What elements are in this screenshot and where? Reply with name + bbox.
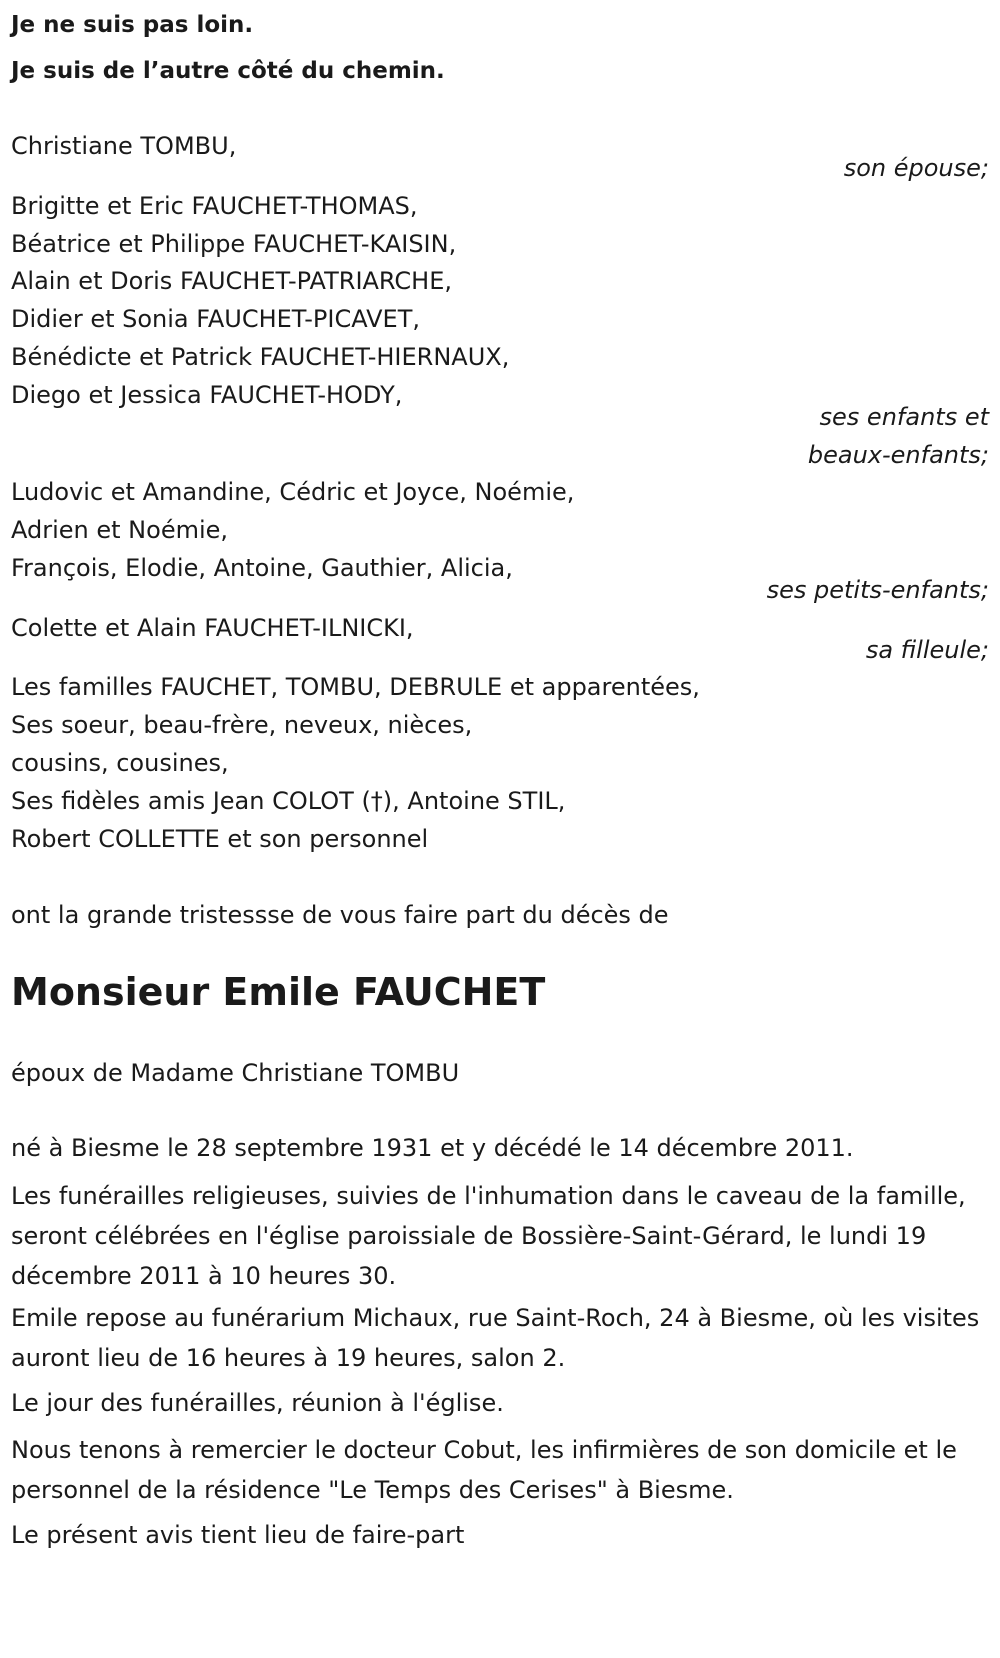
announcement-text: ont la grande tristessse de vous faire part du décès de bbox=[11, 901, 669, 929]
quote-line-1: Je ne suis pas loin. bbox=[11, 12, 254, 38]
other-family-line: Ses fidèles amis Jean COLOT (†), Antoine STIL, bbox=[11, 787, 566, 815]
grandchild-line: Adrien et Noémie, bbox=[11, 516, 229, 544]
grandchildren-role: ses petits-enfants; bbox=[766, 576, 989, 604]
other-family-line: Robert COLLETTE et son personnel bbox=[11, 825, 429, 853]
visitation-paragraph: Emile repose au funérarium Michaux, rue Saint-Roch, 24 à Biesme, où les visites auront lieu de 16 heures à 19 heures, salon 2. bbox=[11, 1304, 980, 1372]
other-family-line: Les familles FAUCHET, TOMBU, DEBRULE et apparentées, bbox=[11, 673, 700, 701]
other-family-line: Ses soeur, beau-frère, neveux, nièces, bbox=[11, 711, 473, 739]
goddaughter-name: Colette et Alain FAUCHET-ILNICKI, bbox=[11, 614, 414, 642]
children-role-line-1: ses enfants et bbox=[819, 403, 989, 431]
spouse-name: Christiane TOMBU, bbox=[11, 132, 237, 160]
spouse-role: son épouse; bbox=[843, 154, 989, 182]
birth-death-paragraph: né à Biesme le 28 septembre 1931 et y décédé le 14 décembre 2011. bbox=[11, 1134, 854, 1162]
child-line: Didier et Sonia FAUCHET-PICAVET, bbox=[11, 305, 420, 333]
notice-paragraph: Le présent avis tient lieu de faire-part bbox=[11, 1521, 465, 1549]
child-line: Alain et Doris FAUCHET-PATRIARCHE, bbox=[11, 267, 453, 295]
goddaughter-role: sa filleule; bbox=[865, 636, 989, 664]
funeral-paragraph: Les funérailles religieuses, suivies de l'inhumation dans le caveau de la famille, seront célébrées en l'église paroissiale de Bossière-Saint-Gérard, le lundi 19 décembre 2011 à 10 heures 30. bbox=[11, 1182, 966, 1290]
quote-line-2: Je suis de l’autre côté du chemin. bbox=[11, 58, 445, 84]
thanks-paragraph: Nous tenons à remercier le docteur Cobut, les infirmières de son domicile et le personnel de la résidence "Le Temps des Cerises" à Biesme. bbox=[11, 1436, 957, 1504]
child-line: Diego et Jessica FAUCHET-HODY, bbox=[11, 381, 403, 409]
meeting-paragraph: Le jour des funérailles, réunion à l'église. bbox=[11, 1389, 504, 1417]
grandchild-line: Ludovic et Amandine, Cédric et Joyce, Noémie, bbox=[11, 478, 575, 506]
child-line: Béatrice et Philippe FAUCHET-KAISIN, bbox=[11, 230, 457, 258]
deceased-name: Monsieur Emile FAUCHET bbox=[11, 970, 546, 1014]
grandchild-line: François, Elodie, Antoine, Gauthier, Alicia, bbox=[11, 554, 513, 582]
spouse-of-text: époux de Madame Christiane TOMBU bbox=[11, 1059, 460, 1087]
child-line: Brigitte et Eric FAUCHET-THOMAS, bbox=[11, 192, 418, 220]
child-line: Bénédicte et Patrick FAUCHET-HIERNAUX, bbox=[11, 343, 510, 371]
children-role-line-2: beaux-enfants; bbox=[807, 441, 989, 469]
other-family-line: cousins, cousines, bbox=[11, 749, 229, 777]
